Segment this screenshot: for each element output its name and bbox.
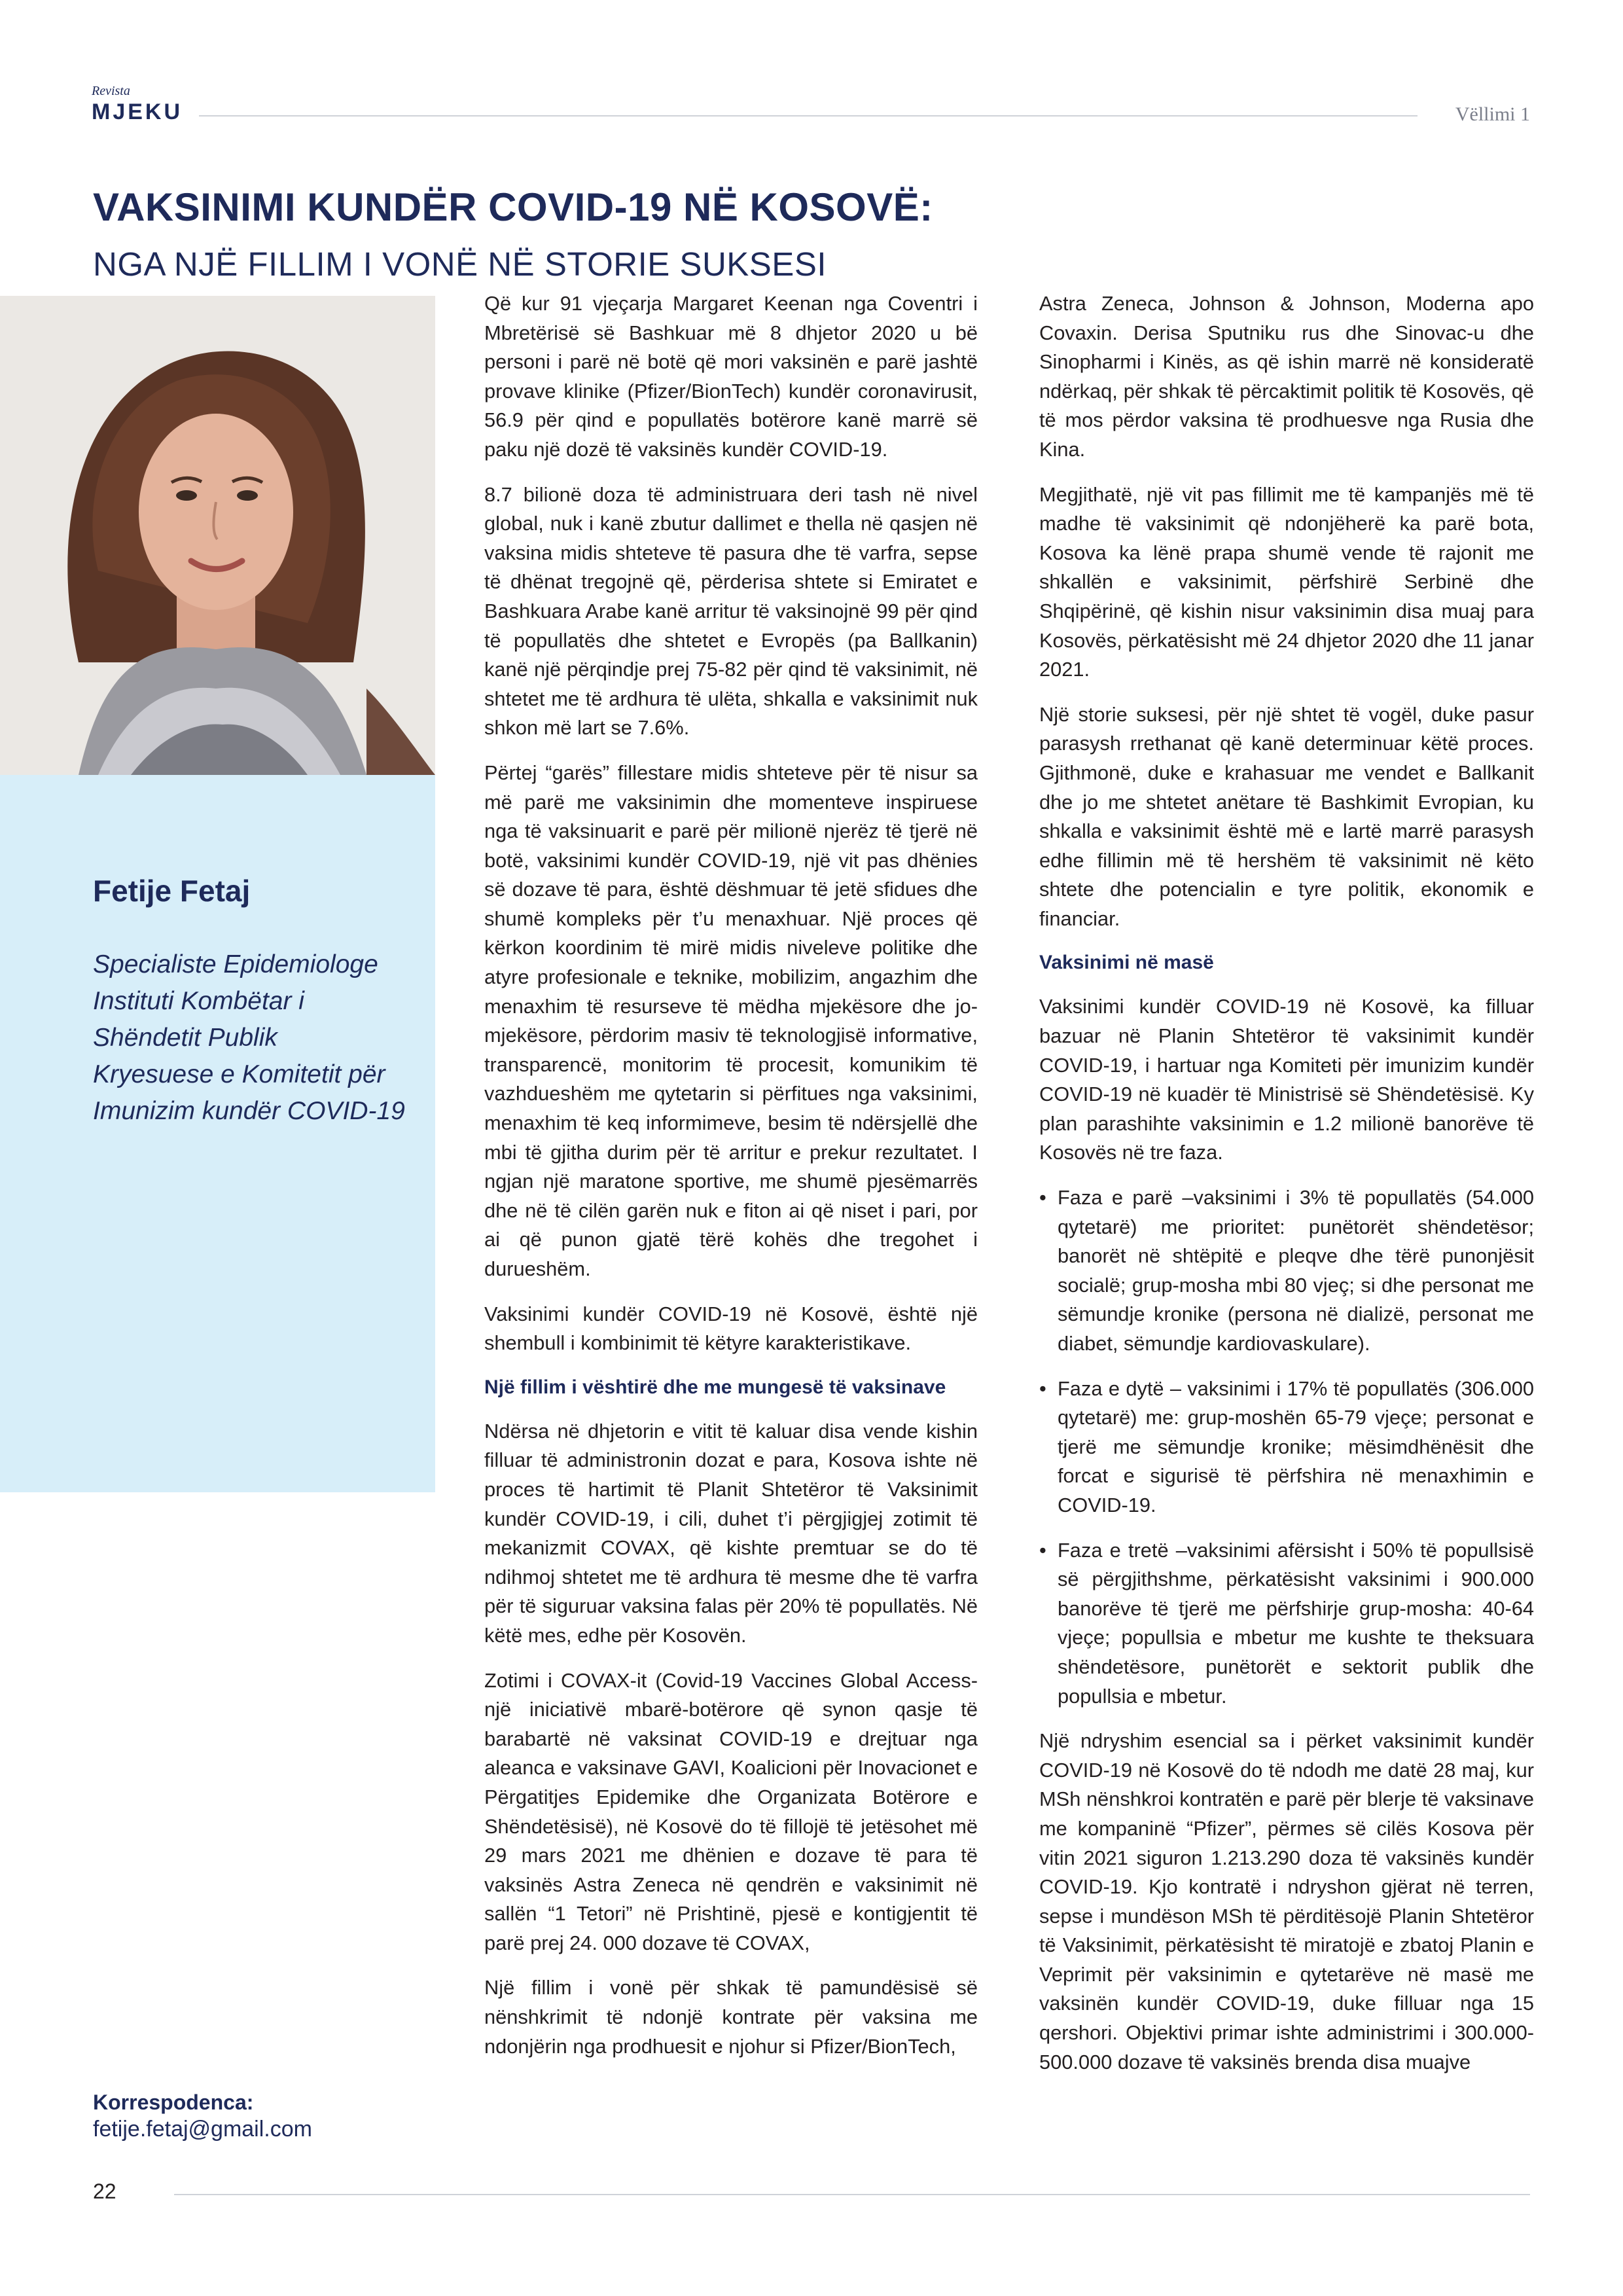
list-item-text: Faza e parë –vaksinimi i 3% të popullatës (54.000 qytetarë) me prioritet: punëtorët shëndetësor; banorët në shtëpitë e pleqve dhe tërë punonjësit socialë; grup-mosha mbi 80 vjeç; si dhe personat me sëmundje kronike (persona në dializë, personat me diabet, sëmundje kardiovaskulare). bbox=[1058, 1186, 1534, 1355]
author-name: Fetije Fetaj bbox=[93, 874, 251, 908]
vaccination-phase-item bbox=[1039, 1183, 1534, 1359]
author-affiliation bbox=[93, 946, 405, 1130]
body-paragraph: Megjithatë, një vit pas fillimit me të kampanjës më të madhe të vaksinimit që ndonjëherë ka parë bota, Kosova ka lënë prapa shumë vende të rajonit me shkallën e vaksinimit, përfshirë Serbinë dhe Shqipërinë, që kishin nisur vaksinimin disa muaj para Kosovës, përkatësisht më 24 dhjetor 2020 dhe 11 janar 2021. bbox=[1039, 482, 1534, 681]
body-paragraph: Një storie suksesi, për një shtet të vogël, duke pasur parasysh rrethanat që kanë determinuar këtë proces. Gjithmonë, duke e krahasuar me vendet e Ballkanit dhe jo me shtetet anëtare të Bashkimit Evropian, ku shkalla e vaksinimit është më e lartë marrë parasysh edhe fillimin më të hershëm të vaksinimit në këto shtete dhe potencialin e tyre politik, ekonomik e financiar. bbox=[1039, 702, 1534, 930]
body-paragraph: Përtej “garës” fillestare midis shteteve për të nisur sa më parë me vaksinimin dhe momenteve inspiruese nga të vaksinuarit e parë për milionë njerëz të tjerë në botë, vaksinimi kundër COVID-19, një vit pas dhënies së dozave të para, është dëshmuar të jetë sfidues dhe shumë kompleks për t’u menaxhuar. Një proces që kërkon koordinim të mirë midis niveleve politike dhe atyre profesionale e teknike, mobilizim, angazhim dhe menaxhim të resurseve të mëdha mjekësore dhe jo-mjekësore, përdorim masiv të teknologjisë informative, transparencë, monitorim të procesit, komunikim të vazhdueshëm me qytetarin si përfitues nga vaksinimi, menaxhim të keq informimeve, besim të ndërsjellë dhe mbi të gjitha durim për të arritur e prekur rezultatet. I ngjan një maratone sportive, me shumë pjesëmarrës dhe në të cilën garën nuk e fiton ai që niset i pari, por ai që punon gjatë tërë kohës dhe tregohet i durueshëm. bbox=[484, 761, 978, 1280]
body-paragraph: Ndërsa në dhjetorin e vitit të kaluar disa vende kishin filluar të administronin dozat e para, Kosova ishte në proces të hartimit të Planit Shtetëror të Vaksinimit kundër COVID-19, i cili, duhet t’i përgjigjej zotimit të mekanizmit COVAX, që kishte premtuar se do të ndihmoj shtetet me të ardhura të mesme dhe të varfra për të siguruar vaksina falas për 20% të popullatës. Në këtë mes, edhe për Kosovën. bbox=[484, 1419, 978, 1647]
body-paragraph: Vaksinimi kundër COVID-19 në Kosovë, është një shembull i kombinimit të këtyre karakteristikave. bbox=[484, 1302, 978, 1355]
correspondence-label: Korrespodenca: bbox=[93, 2090, 254, 2114]
author-bio-panel bbox=[0, 775, 435, 1492]
section-heading: Një fillim i vështirë dhe me mungesë të vaksinave bbox=[484, 1376, 946, 1398]
body-column-left bbox=[484, 289, 978, 2077]
body-paragraph: Zotimi i COVAX-it (Covid-19 Vaccines Global Access-një iniciativë mbarë-botërore që synon qasje të barabartë në vaksinat COVID-19 e drejtuar nga aleanca e vaksinave GAVI, Koalicioni për Inovacionet e Përgatitjes Epidemike dhe Organizata Botërore e Shëndetësisë), në Kosovë do të fillojë të jetësohet më 29 mars 2021 me dhënien e dozave të para të vaksinës Astra Zeneca në qendrën e vaksinimit në sallën “1 Tetori” në Prishtinë, pjesë e kontigjentit të parë prej 24. 000 dozave të COVAX, bbox=[484, 1668, 978, 1954]
bullet-icon: • bbox=[1039, 1186, 1046, 1210]
article-subtitle: NGA NJË FILLIM I VONË NË STORIE SUKSESI bbox=[93, 245, 827, 283]
author-affiliation-line: Specialiste Epidemiologe bbox=[93, 950, 378, 978]
header-divider bbox=[199, 115, 1418, 117]
magazine-logo: MJEKU bbox=[92, 99, 183, 124]
article-title: VAKSINIMI KUNDËR COVID-19 NË KOSOVË: bbox=[93, 185, 933, 229]
footer-divider bbox=[174, 2194, 1530, 2195]
magazine-logo-small-text: Revista bbox=[92, 84, 130, 98]
author-affiliation-line: Shëndetit Publik bbox=[93, 1024, 277, 1052]
body-paragraph: 8.7 bilionë doza të administruara deri tash në nivel global, nuk i kanë zbutur dallimet e thella në qasjen në vaksina midis shteteve të pasura dhe të varfra, sepse të dhënat tregojnë që, përderisa shtete si Emiratet e Bashkuara Arabe kanë arritur të vaksinojnë 99 për qind të popullatës dhe shtetet e Evropës (pa Ballkanin) kanë një përqindje prej 75-82 për qind të vaksinimit, në shtetet me të ardhura të ulëta, shkalla e vaksinimit nuk shkon më lart se 7.6%. bbox=[484, 482, 978, 740]
correspondence-email-link[interactable]: fetije.fetaj@gmail.com bbox=[93, 2117, 312, 2142]
author-affiliation-line: Imunizim kundër COVID-19 bbox=[93, 1097, 405, 1125]
body-paragraph: Vaksinimi kundër COVID-19 në Kosovë, ka filluar bazuar në Planin Shtetëror të vaksinimit kundër COVID-19, i hartuar nga Komiteti për imunizim kundër COVID-19 në kuadër të Ministrisë së Shëndetësisë. Ky plan parashihte vaksinimin e 1.2 milionë banorëve të Kosovës në tre faza. bbox=[1039, 995, 1534, 1164]
bullet-icon: • bbox=[1039, 1538, 1046, 1562]
list-item-text: Faza e tretë –vaksinimi afërsisht i 50% të popullsisë së përgjithshme, përkatësisht vaksinimi i 900.000 banorëve të tjerë me përfshirje grup-mosha: 40-64 vjeçe; popullsia e mbetur me kushte te theksuara shëndetësore, punëtorët e sektorit publik dhe popullsia e mbetur. bbox=[1058, 1538, 1534, 1708]
volume-label: Vëllimi 1 bbox=[1455, 103, 1530, 125]
vaccination-phase-list bbox=[1039, 1183, 1534, 1711]
body-column-right bbox=[1039, 289, 1534, 2092]
author-affiliation-line: Instituti Kombëtar i bbox=[93, 987, 304, 1015]
body-paragraph: Astra Zeneca, Johnson & Johnson, Moderna apo Covaxin. Derisa Sputniku rus dhe Sinovac-u dhe Sinopharmi i Kinës, as që ishin marrë në konsideratë ndërkaq, për shkak të përcaktimit politik të Kosovës, që të mos përdor vaksina të prodhuesve nga Rusia dhe Kina. bbox=[1039, 292, 1534, 461]
list-item-text: Faza e dytë – vaksinimi i 17% të popullatës (306.000 qytetarë) me: grup-moshën 65-79 vjeçe; personat e tjerë me sëmundje kronike; mësimdhënësit dhe forcat e sigurisë të përfshira në menaxhimin e COVID-19. bbox=[1058, 1376, 1534, 1516]
bullet-icon: • bbox=[1039, 1376, 1046, 1400]
body-paragraph: Një fillim i vonë për shkak të pamundësisë së nënshkrimit të ndonjë kontrate për vaksina me ndonjërin nga prodhuesit e njohur si Pfizer/BionTech, bbox=[484, 1976, 978, 2058]
body-paragraph: Që kur 91 vjeçarja Margaret Keenan nga Coventri i Mbretërisë së Bashkuar më 8 dhjetor 2020 u bë personi i parë në botë që mori vaksinën e parë jashtë provave klinike (Pfizer/BionTech) kundër coronavirusit, 56.9 për qind e popullatës botërore kanë marrë së paku një dozë të vaksinës kundër COVID-19. bbox=[484, 292, 978, 461]
body-paragraph: Një ndryshim esencial sa i përket vaksinimit kundër COVID-19 në Kosovë do të ndodh me datë 28 maj, kur MSh nënshkroi kontratën e parë për blerje të vaksinave me kompaninë “Pfizer”, përmes së cilës Kosova për vitin 2021 siguron 1.213.290 doza të vaksinës kundër COVID-19. Kjo kontratë i ndryshon gjërat në terren, sepse i mundëson MSh të përditësojë Planin Shtetëror të Vaksinimit, përkatësisht të miratojë e zbatoj Planin e Veprimit për vaksinimin e qytetarëve në masë me vaksinën kundër COVID-19, duke filluar nga 15 qershori. Objektivi primar ishte administrimi i 300.000-500.000 dozave të vaksinës brenda disa muajve bbox=[1039, 1729, 1534, 2073]
page-number: 22 bbox=[93, 2179, 116, 2203]
vaccination-phase-item bbox=[1039, 1374, 1534, 1520]
author-photo bbox=[0, 296, 435, 775]
vaccination-phase-item bbox=[1039, 1536, 1534, 1712]
author-affiliation-line: Kryesuese e Komitetit për bbox=[93, 1060, 385, 1088]
section-heading: Vaksinimi në masë bbox=[1039, 952, 1214, 974]
